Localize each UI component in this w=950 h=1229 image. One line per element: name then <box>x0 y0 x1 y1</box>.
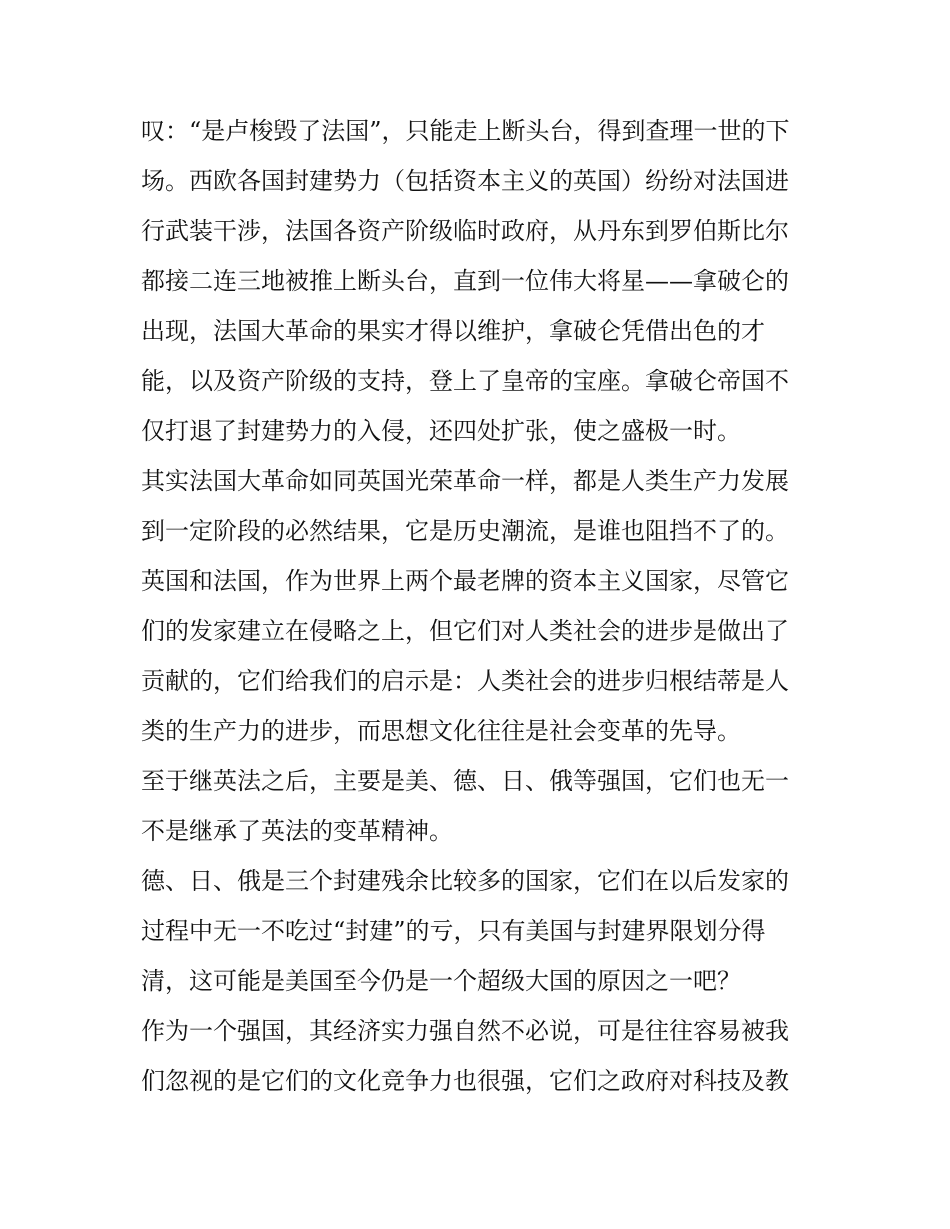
body-text <box>141 106 813 1106</box>
text-line: 到一定阶段的必然结果，它是历史潮流，是谁也阻挡不了的。 <box>141 517 789 545</box>
text-line: 作为一个强国，其经济实力强自然不必说，可是往往容易被我 <box>141 1017 789 1045</box>
text-line: 清，这可能是美国至今仍是一个超级大国的原因之一吧？ <box>141 967 741 995</box>
text-line: 出现，法国大革命的果实才得以维护，拿破仑凭借出色的才 <box>141 317 765 345</box>
text-line: 仅打退了封建势力的入侵，还四处扩张，使之盛极一时。 <box>141 417 741 445</box>
text-line: 德、日、俄是三个封建残余比较多的国家，它们在以后发家的 <box>141 867 789 895</box>
text-line: 贡献的，它们给我们的启示是：人类社会的进步归根结蒂是人 <box>141 667 789 695</box>
text-line: 能，以及资产阶级的支持，登上了皇帝的宝座。拿破仑帝国不 <box>141 367 789 395</box>
text-line: 们的发家建立在侵略之上，但它们对人类社会的进步是做出了 <box>141 617 789 645</box>
text-line: 其实法国大革命如同英国光荣革命一样，都是人类生产力发展 <box>141 467 789 495</box>
text-line: 场。西欧各国封建势力（包括资本主义的英国）纷纷对法国进 <box>141 167 789 195</box>
text-line: 过程中无一不吃过“封建”的亏，只有美国与封建界限划分得 <box>141 917 766 945</box>
text-line: 至于继英法之后，主要是美、德、日、俄等强国，它们也无一 <box>141 767 789 795</box>
text-line: 类的生产力的进步，而思想文化往往是社会变革的先导。 <box>141 717 741 745</box>
text-line: 叹：“是卢梭毁了法国”，只能走上断头台，得到查理一世的下 <box>141 117 790 145</box>
text-line: 不是继承了英法的变革精神。 <box>141 817 453 845</box>
text-line: 英国和法国，作为世界上两个最老牌的资本主义国家，尽管它 <box>141 567 789 595</box>
text-line: 行武装干涉，法国各资产阶级临时政府，从丹东到罗伯斯比尔 <box>141 217 789 245</box>
text-line: 都接二连三地被推上断头台，直到一位伟大将星——拿破仑的 <box>141 267 789 295</box>
text-line: 们忽视的是它们的文化竞争力也很强，它们之政府对科技及教 <box>141 1067 789 1095</box>
